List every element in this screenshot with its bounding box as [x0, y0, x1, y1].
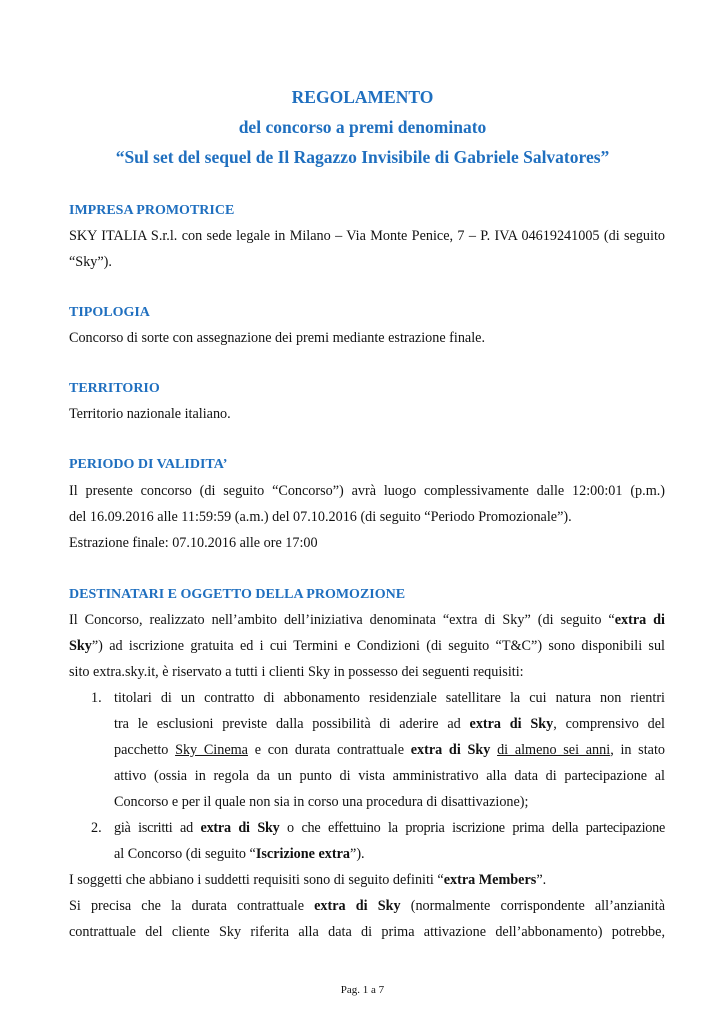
list-item-line	[114, 820, 665, 837]
paragraph-line	[69, 612, 665, 629]
list-item-line	[114, 742, 665, 759]
text-run: ”.	[536, 872, 547, 888]
text-run: , comprensivo del	[553, 716, 665, 732]
list-item-line	[114, 716, 665, 733]
paragraph-line: contrattuale del cliente Sky riferita alla data di prima attivazione dell’abbonamento) potrebbe,	[69, 924, 665, 940]
underlined-term: Sky Cinema	[175, 742, 248, 758]
bold-term: Sky	[69, 638, 92, 654]
paragraph-line	[69, 898, 665, 915]
text-run: ”) ad iscrizione gratuita ed i cui Termini e Condizioni (di seguito “T&C”) sono disponibili sul	[91, 638, 665, 654]
list-item-line: Concorso e per il quale non sia in corso una procedura di disattivazione);	[114, 794, 529, 810]
text-run: pacchetto	[114, 742, 176, 758]
section-heading-periodo: PERIODO DI VALIDITA’	[69, 457, 228, 472]
text-run: Si precisa che la durata contrattuale	[69, 898, 315, 914]
text-run: , in stato	[610, 742, 665, 758]
list-item-line	[114, 846, 665, 863]
text-run: Il Concorso, realizzato nell’ambito dell’iniziativa denominata “extra di Sky” (di seguito “	[69, 612, 615, 628]
list-number: 1.	[91, 690, 102, 706]
text-run: tra le esclusioni previste dalla possibilità di aderire ad	[114, 716, 470, 732]
paragraph-line: Il presente concorso (di seguito “Concorso”) avrà luogo complessivamente dalle 12:00:01 (p.m.)	[69, 483, 665, 499]
bold-term: extra di Sky	[200, 820, 280, 836]
section-heading-impresa: IMPRESA PROMOTRICE	[69, 203, 235, 218]
section-heading-destinatari: DESTINATARI E OGGETTO DELLA PROMOZIONE	[69, 587, 406, 602]
list-item-line: titolari di un contratto di abbonamento residenziale satellitare la cui natura non rientri	[114, 690, 665, 706]
paragraph-line: Concorso di sorte con assegnazione dei premi mediante estrazione finale.	[69, 330, 486, 346]
document-subtitle: del concorso a premi denominato	[238, 117, 487, 137]
bold-term: extra Members	[443, 872, 537, 888]
paragraph-line: SKY ITALIA S.r.l. con sede legale in Milano – Via Monte Penice, 7 – P. IVA 04619241005 (di seguito	[69, 228, 665, 244]
paragraph-line: Estrazione finale: 07.10.2016 alle ore 17:00	[69, 535, 318, 551]
bold-term: extra di Sky	[410, 742, 491, 758]
page-number: Pag. 1 a 7	[340, 984, 385, 996]
text-run: al Concorso (di seguito “	[114, 846, 256, 862]
section-heading-tipologia: TIPOLOGIA	[69, 305, 150, 320]
list-number: 2.	[91, 820, 102, 836]
paragraph-line	[69, 872, 665, 889]
contest-name: “Sul set del sequel de Il Ragazzo Invisibile di Gabriele Salvatores”	[115, 147, 610, 167]
text-run: già iscritti ad	[114, 820, 201, 836]
text-run: e con durata contrattuale	[247, 742, 411, 758]
list-item-line: attivo (ossia in regola da un punto di vista amministrativo alla data di partecipazione al	[114, 768, 665, 784]
paragraph-line: del 16.09.2016 alle 11:59:59 (a.m.) del 07.10.2016 (di seguito “Periodo Promozionale”).	[69, 509, 572, 525]
bold-term: Iscrizione extra	[255, 846, 351, 862]
document-title: REGOLAMENTO	[291, 87, 434, 107]
bold-term: extra di Sky	[469, 716, 554, 732]
underlined-term: di almeno sei anni	[497, 742, 611, 758]
paragraph-line: sito extra.sky.it, è riservato a tutti i clienti Sky in possesso dei seguenti requisiti:	[69, 664, 524, 680]
text-run: (normalmente corrispondente all’anzianità	[400, 898, 665, 914]
text-run: o che effettuino la propria iscrizione prima della partecipazione	[279, 820, 666, 836]
paragraph-line	[69, 638, 665, 655]
paragraph-line: Territorio nazionale italiano.	[69, 406, 231, 422]
text-run: ”).	[350, 846, 365, 862]
text-run: I soggetti che abbiano i suddetti requisiti sono di seguito definiti “	[69, 872, 444, 888]
section-heading-territorio: TERRITORIO	[69, 381, 160, 396]
bold-term: extra di Sky	[314, 898, 401, 914]
bold-term: extra di	[614, 612, 665, 628]
paragraph-line: “Sky”).	[69, 254, 112, 270]
